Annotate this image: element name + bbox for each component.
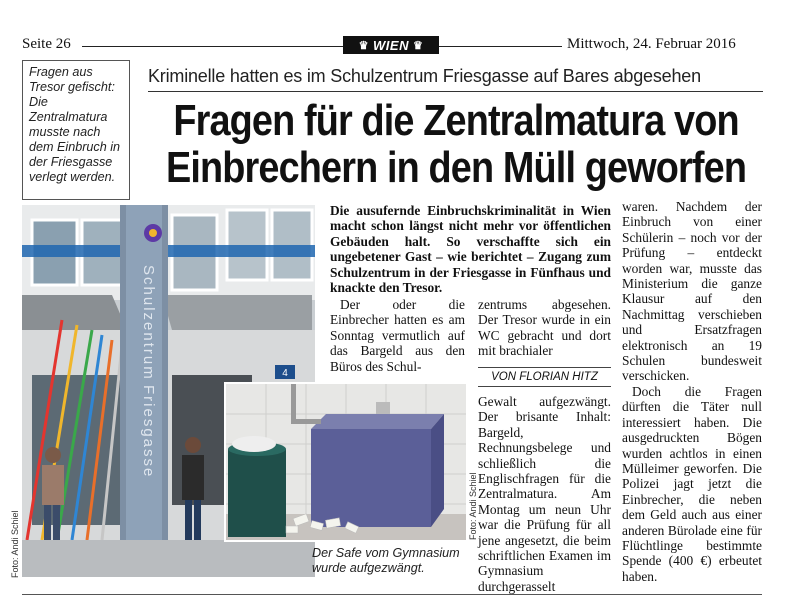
article-column-3 bbox=[622, 199, 762, 584]
section-badge bbox=[343, 36, 439, 54]
paragraph: zentrums abgesehen. Der Tresor wurde in ein WC gebracht und dort mit brachialer bbox=[478, 297, 611, 359]
svg-text:Friesgasse: Friesgasse bbox=[140, 385, 157, 479]
photo-credit: Foto: Andi Schiel bbox=[10, 510, 20, 578]
safe-illustration bbox=[226, 384, 466, 540]
photo-caption-box bbox=[22, 60, 130, 200]
caption-box-text: Fragen aus Tresor gefischt: Die Zentralmatura musste nach dem Einbruch in der Friesgasse verlegt werden. bbox=[29, 65, 121, 184]
publication-date: Mittwoch, 24. Februar 2016 bbox=[567, 36, 736, 52]
crown-icon: ♛ bbox=[412, 39, 424, 52]
crown-icon: ♛ bbox=[358, 39, 370, 52]
headline bbox=[140, 97, 772, 191]
building-sign-text: Schulzentrum bbox=[140, 265, 157, 381]
svg-text:4: 4 bbox=[282, 368, 288, 379]
page-number: Seite 26 bbox=[22, 36, 71, 52]
bottom-rule bbox=[22, 594, 762, 595]
inset-caption: Der Safe vom Gymnasium wurde aufgezwängt. bbox=[312, 546, 460, 575]
paragraph: Gewalt aufgezwängt. Der brisante Inhalt: Bargeld, Rechnungsbelege und schließlich die Englischfragen für die Zentralmatura. Am Montag um neun Uhr war die Prüfung für all jene angesetzt, die beim schriftlichen Examen im Gymnasium durchgerasselt bbox=[478, 394, 611, 594]
kicker: Kriminelle hatten es im Schulzentrum Friesgasse auf Bares abgesehen bbox=[148, 66, 763, 92]
paragraph: waren. Nachdem der Einbruch von einer Schülerin – noch vor der Prüfung – entdeckt worden war, musste das Ministerium die ganze Klausur auf den Nachmittag verschieben und Ersatzfragen elektronisch an 19 Schulen bundesweit verschicken. bbox=[622, 199, 762, 384]
header-rule bbox=[82, 46, 562, 47]
article-column-1 bbox=[330, 297, 465, 374]
article-lead: Die ausufernde Einbruchskriminalität in Wien macht schon längst nicht mehr vor öffentlichen Gebäuden halt. So verschaffte sich ein ungebetener Gast – wie berichtet – Zugang zum Schulzentrum in der Friesgasse in Fünfhaus und knackte den Tresor. bbox=[330, 203, 611, 296]
safe-inset-photo bbox=[224, 382, 468, 542]
article-column-2 bbox=[478, 297, 611, 359]
article-column-2-continued bbox=[478, 394, 611, 594]
paragraph: Doch die Fragen dürften die Täter null interessiert haben. Die ausgedruckten Bögen wurden achtlos in einen Mülleimer geworfen. Die Polizei jagt jetzt die Einbrecher, die neben dem Geld auch aus einer anderen Bürolade eine für Flüchtlinge bestimmte Spende (400 €) erbeutet haben. bbox=[622, 383, 762, 584]
section-label: WIEN bbox=[373, 37, 409, 53]
byline: VON FLORIAN HITZ bbox=[478, 367, 611, 387]
headline-line-2: Einbrechern in den Müll geworfen bbox=[166, 143, 747, 192]
inset-photo-credit: Foto: Andi Schiel bbox=[468, 472, 478, 540]
paragraph: Der oder die Einbrecher hatten es am Sonntag vermutlich auf das Bargeld aus den Büros des Schul- bbox=[330, 297, 465, 374]
headline-line-1: Fragen für die Zentralmatura von bbox=[173, 96, 739, 145]
